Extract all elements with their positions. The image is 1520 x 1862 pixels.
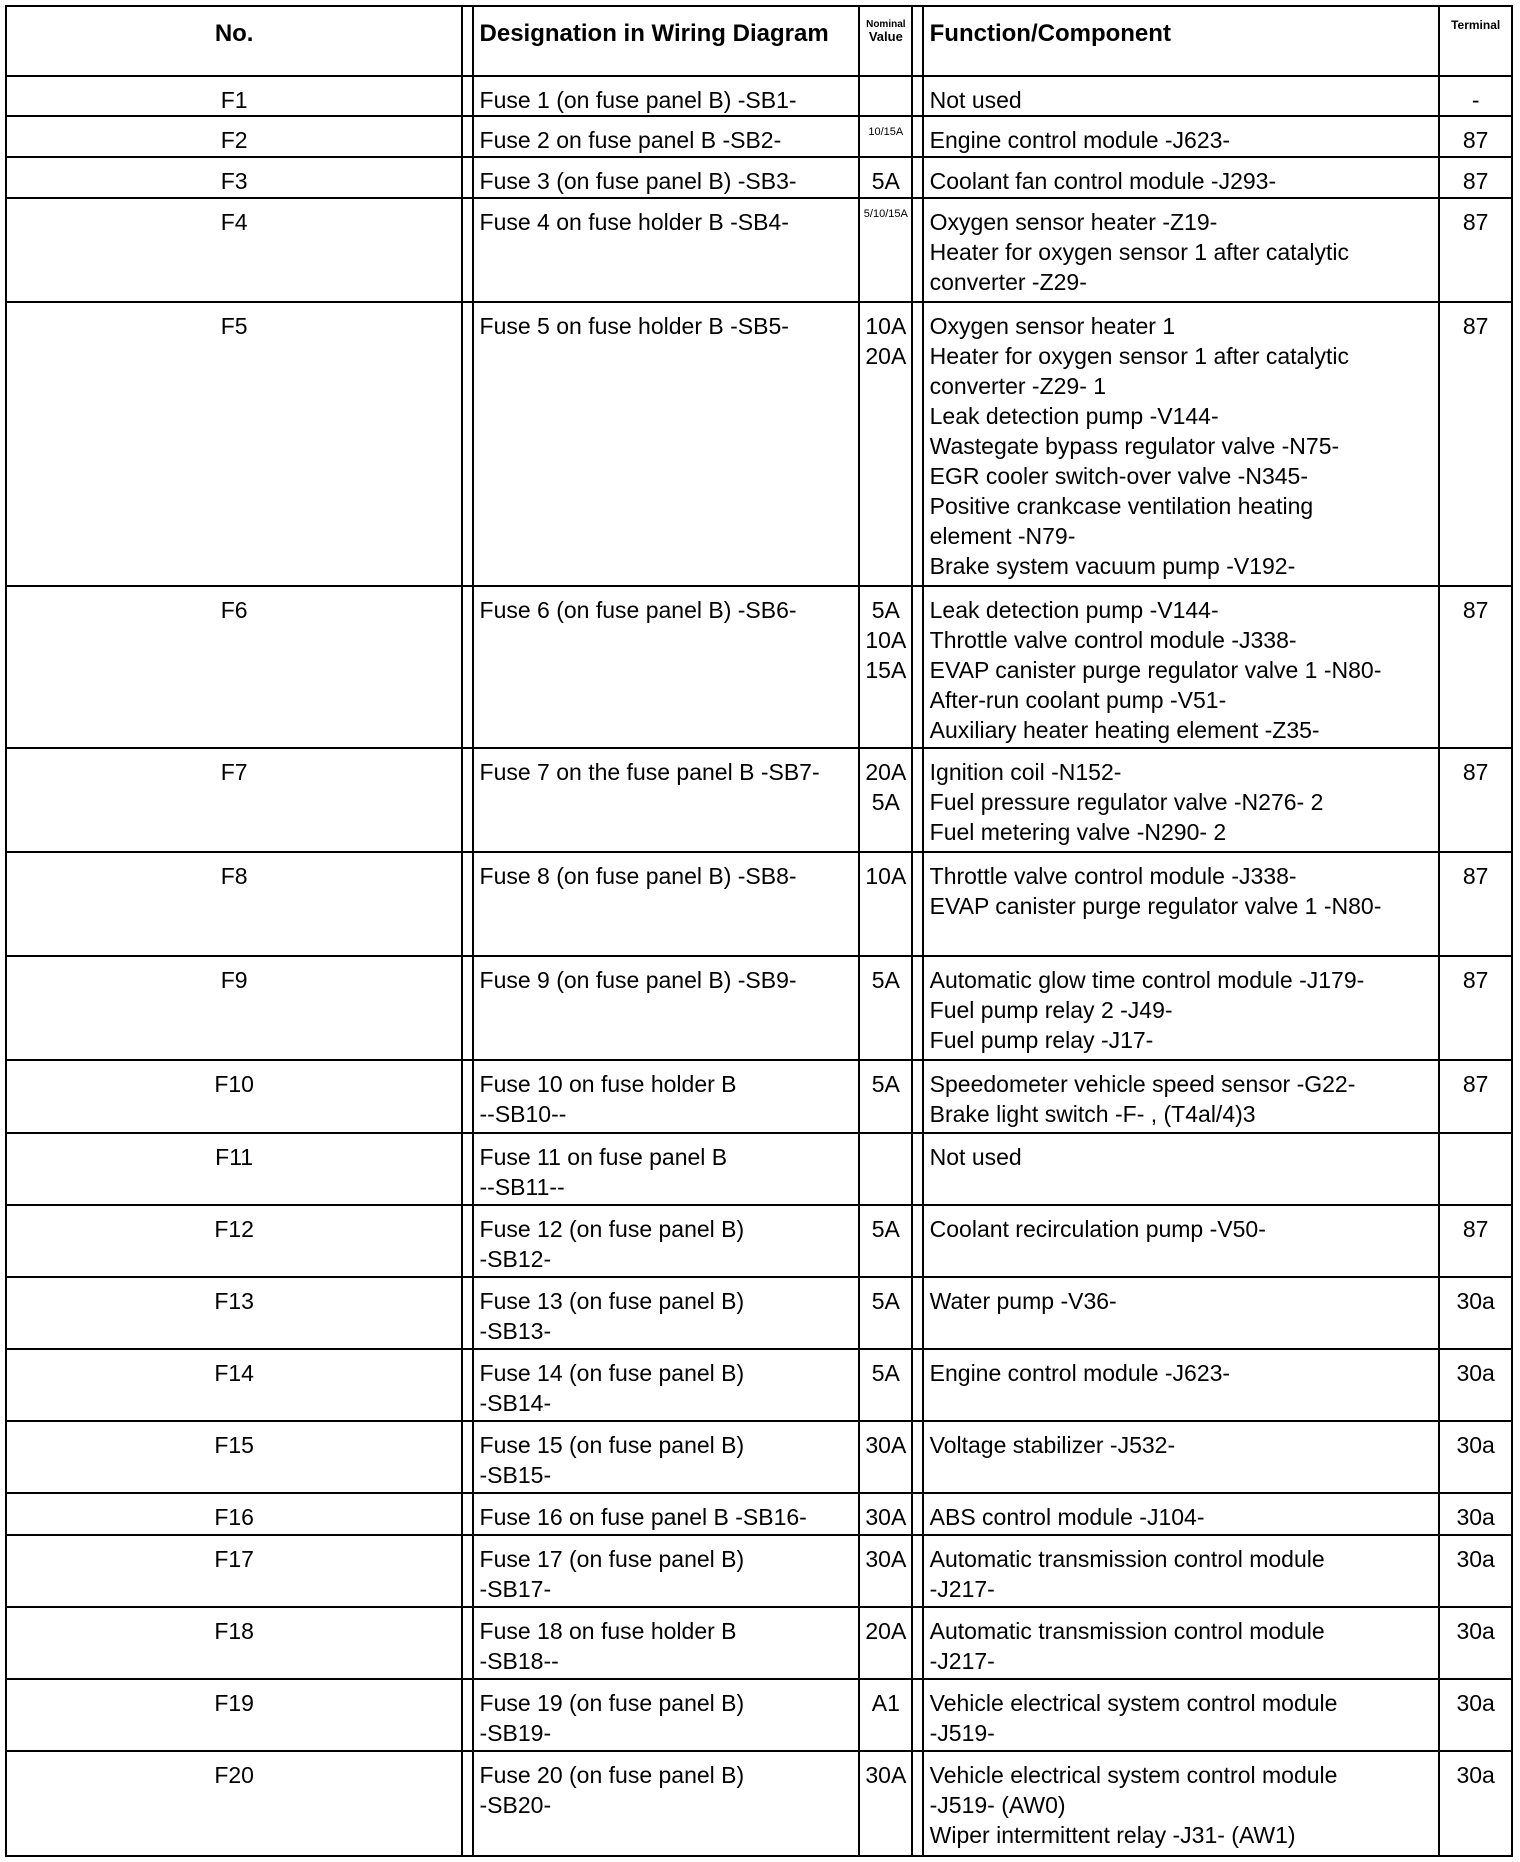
cell-value xyxy=(859,1535,912,1607)
cell-value xyxy=(859,1493,912,1535)
column-gap-1 xyxy=(462,1751,472,1856)
header-gap-2 xyxy=(912,6,922,76)
cell-designation xyxy=(473,76,860,116)
cell-designation-line: Fuse 5 on fuse holder B -SB5- xyxy=(479,313,789,340)
cell-designation xyxy=(473,1277,860,1349)
cell-function-line: Oxygen sensor heater -Z19- xyxy=(929,209,1218,236)
cell-designation xyxy=(473,1421,860,1493)
table-row xyxy=(6,198,1512,302)
cell-no: F5 xyxy=(6,302,462,586)
table-row xyxy=(6,956,1512,1060)
cell-designation-line: Fuse 6 (on fuse panel B) -SB6- xyxy=(479,597,797,624)
table-row xyxy=(6,1607,1512,1679)
cell-function-line: Brake system vacuum pump -V192- xyxy=(929,553,1296,580)
fuse-table xyxy=(5,5,1513,1857)
cell-value-line: 5/10/15A xyxy=(863,208,908,221)
cell-designation-line: -SB17- xyxy=(479,1575,552,1602)
cell-value-line: 20A xyxy=(865,759,907,786)
cell-designation xyxy=(473,956,860,1060)
table-row xyxy=(6,852,1512,956)
cell-value xyxy=(859,116,912,157)
table-row xyxy=(6,1535,1512,1607)
column-gap-1 xyxy=(462,956,472,1060)
cell-function-line: converter -Z29- 1 xyxy=(929,373,1107,400)
cell-function xyxy=(923,1421,1440,1493)
cell-value xyxy=(859,1607,912,1679)
column-gap-1 xyxy=(462,1493,472,1535)
cell-terminal: 87 xyxy=(1439,852,1512,956)
cell-designation xyxy=(473,116,860,157)
cell-designation xyxy=(473,157,860,198)
cell-no: F11 xyxy=(6,1133,462,1205)
cell-value xyxy=(859,586,912,748)
cell-function xyxy=(923,1060,1440,1132)
cell-no: F15 xyxy=(6,1421,462,1493)
cell-terminal: 87 xyxy=(1439,116,1512,157)
column-gap-2 xyxy=(912,1205,922,1277)
cell-designation xyxy=(473,852,860,956)
table-row xyxy=(6,302,1512,586)
cell-no: F6 xyxy=(6,586,462,748)
cell-value xyxy=(859,198,912,302)
cell-terminal: 30a xyxy=(1439,1493,1512,1535)
cell-designation-line: Fuse 4 on fuse holder B -SB4- xyxy=(479,209,789,236)
cell-function-line: Speedometer vehicle speed sensor -G22- xyxy=(929,1071,1356,1098)
cell-no: F20 xyxy=(6,1751,462,1856)
cell-function xyxy=(923,116,1440,157)
cell-designation-line: -SB12- xyxy=(479,1245,552,1272)
header-nominal-line2: Value xyxy=(868,29,903,44)
cell-terminal: 30a xyxy=(1439,1679,1512,1751)
cell-function-line: -J217- xyxy=(929,1647,995,1674)
cell-no: F1 xyxy=(6,76,462,116)
table-row xyxy=(6,748,1512,852)
column-gap-2 xyxy=(912,302,922,586)
cell-function xyxy=(923,1205,1440,1277)
column-gap-2 xyxy=(912,1349,922,1421)
cell-function-line: EVAP canister purge regulator valve 1 -N80- xyxy=(929,893,1382,920)
header-designation: Designation in Wiring Diagram xyxy=(473,6,860,76)
cell-terminal: 30a xyxy=(1439,1277,1512,1349)
cell-function-line: -J217- xyxy=(929,1575,995,1602)
header-function: Function/Component xyxy=(923,6,1440,76)
cell-terminal: 87 xyxy=(1439,157,1512,198)
cell-designation-line: Fuse 20 (on fuse panel B) xyxy=(479,1761,745,1788)
cell-function-line: Fuel metering valve -N290- 2 xyxy=(929,819,1227,846)
cell-designation xyxy=(473,1205,860,1277)
cell-function xyxy=(923,1535,1440,1607)
cell-function-line: EVAP canister purge regulator valve 1 -N80- xyxy=(929,657,1382,684)
cell-value xyxy=(859,1751,912,1856)
cell-value-line: 10A xyxy=(865,627,907,654)
cell-function xyxy=(923,1277,1440,1349)
cell-no: F2 xyxy=(6,116,462,157)
cell-no: F7 xyxy=(6,748,462,852)
cell-function-line: Heater for oxygen sensor 1 after catalytic xyxy=(929,343,1349,370)
header-nominal-line1: Nominal xyxy=(866,19,906,30)
column-gap-2 xyxy=(912,1751,922,1856)
cell-designation-line: Fuse 15 (on fuse panel B) xyxy=(479,1431,745,1458)
cell-designation xyxy=(473,1133,860,1205)
column-gap-1 xyxy=(462,1607,472,1679)
cell-designation-line: -SB19- xyxy=(479,1719,552,1746)
cell-function-line: Automatic transmission control module xyxy=(929,1617,1325,1644)
cell-function xyxy=(923,748,1440,852)
cell-function xyxy=(923,1607,1440,1679)
cell-terminal: 30a xyxy=(1439,1349,1512,1421)
cell-value xyxy=(859,1060,912,1132)
cell-value-line: 10A xyxy=(865,863,907,890)
cell-value-line: 20A xyxy=(865,1617,907,1644)
cell-function-line: EGR cooler switch-over valve -N345- xyxy=(929,463,1308,490)
cell-function-line: converter -Z29- xyxy=(929,269,1087,296)
cell-terminal xyxy=(1439,1133,1512,1205)
cell-function-line: Wastegate bypass regulator valve -N75- xyxy=(929,433,1340,460)
cell-function-line: Fuel pump relay 2 -J49- xyxy=(929,997,1173,1024)
cell-function-line: Engine control module -J623- xyxy=(929,1359,1231,1386)
cell-function-line: Leak detection pump -V144- xyxy=(929,597,1219,624)
column-gap-1 xyxy=(462,1133,472,1205)
cell-designation-line: -SB14- xyxy=(479,1389,552,1416)
cell-function xyxy=(923,198,1440,302)
column-gap-1 xyxy=(462,1277,472,1349)
cell-designation-line: --SB10-- xyxy=(479,1101,567,1128)
table-row xyxy=(6,1349,1512,1421)
cell-function-line: Water pump -V36- xyxy=(929,1287,1117,1314)
header-row xyxy=(6,6,1512,76)
cell-function-line: Wiper intermittent relay -J31- (AW1) xyxy=(929,1821,1296,1848)
cell-terminal: 87 xyxy=(1439,302,1512,586)
cell-no: F9 xyxy=(6,956,462,1060)
cell-terminal: 87 xyxy=(1439,748,1512,852)
column-gap-2 xyxy=(912,1607,922,1679)
cell-terminal: 87 xyxy=(1439,1205,1512,1277)
column-gap-2 xyxy=(912,198,922,302)
column-gap-2 xyxy=(912,586,922,748)
cell-function-line: After-run coolant pump -V51- xyxy=(929,687,1227,714)
cell-function-line: Automatic glow time control module -J179- xyxy=(929,967,1365,994)
cell-designation xyxy=(473,1493,860,1535)
cell-value-line: 5A xyxy=(871,1359,900,1386)
header-gap-1 xyxy=(462,6,472,76)
cell-function-line: -J519- (AW0) xyxy=(929,1791,1066,1818)
table-row xyxy=(6,1679,1512,1751)
column-gap-2 xyxy=(912,1535,922,1607)
table-row xyxy=(6,1277,1512,1349)
cell-value xyxy=(859,302,912,586)
cell-designation xyxy=(473,1535,860,1607)
cell-function-line: Ignition coil -N152- xyxy=(929,759,1122,786)
cell-function-line: Throttle valve control module -J338- xyxy=(929,863,1297,890)
table-row xyxy=(6,116,1512,157)
cell-value xyxy=(859,748,912,852)
cell-designation xyxy=(473,748,860,852)
cell-designation-line: Fuse 7 on the fuse panel B -SB7- xyxy=(479,759,820,786)
cell-designation xyxy=(473,1060,860,1132)
cell-value-line: 5A xyxy=(871,168,900,195)
cell-designation-line: Fuse 8 (on fuse panel B) -SB8- xyxy=(479,863,797,890)
cell-designation-line: Fuse 10 on fuse holder B xyxy=(479,1071,737,1098)
cell-designation-line: -SB20- xyxy=(479,1791,552,1818)
cell-designation-line: Fuse 13 (on fuse panel B) xyxy=(479,1287,745,1314)
cell-terminal: 87 xyxy=(1439,956,1512,1060)
cell-designation-line: Fuse 17 (on fuse panel B) xyxy=(479,1545,745,1572)
cell-function-line: Engine control module -J623- xyxy=(929,127,1231,154)
cell-terminal: 30a xyxy=(1439,1607,1512,1679)
cell-value xyxy=(859,157,912,198)
cell-no: F16 xyxy=(6,1493,462,1535)
cell-designation xyxy=(473,1349,860,1421)
cell-function-line: Positive crankcase ventilation heating xyxy=(929,493,1314,520)
column-gap-1 xyxy=(462,1349,472,1421)
cell-no: F19 xyxy=(6,1679,462,1751)
cell-value-line: 10A xyxy=(865,313,907,340)
header-no: No. xyxy=(6,6,462,76)
table-row xyxy=(6,1751,1512,1856)
cell-value-line: 5A xyxy=(871,967,900,994)
column-gap-1 xyxy=(462,76,472,116)
cell-value-line: 15A xyxy=(865,657,907,684)
cell-no: F17 xyxy=(6,1535,462,1607)
column-gap-1 xyxy=(462,302,472,586)
cell-designation-line: Fuse 11 on fuse panel B xyxy=(479,1143,728,1170)
cell-designation xyxy=(473,586,860,748)
cell-value xyxy=(859,76,912,116)
cell-designation xyxy=(473,198,860,302)
cell-terminal: 30a xyxy=(1439,1535,1512,1607)
cell-function-line: Voltage stabilizer -J532- xyxy=(929,1431,1176,1458)
cell-value-line: 5A xyxy=(871,1287,900,1314)
cell-terminal: 87 xyxy=(1439,198,1512,302)
column-gap-1 xyxy=(462,748,472,852)
cell-value-line: 5A xyxy=(871,597,900,624)
column-gap-1 xyxy=(462,1205,472,1277)
cell-no: F8 xyxy=(6,852,462,956)
cell-function-line: ABS control module -J104- xyxy=(929,1503,1205,1530)
cell-no: F12 xyxy=(6,1205,462,1277)
column-gap-1 xyxy=(462,198,472,302)
cell-designation-line: Fuse 2 on fuse panel B -SB2- xyxy=(479,127,782,154)
cell-designation xyxy=(473,1679,860,1751)
cell-function xyxy=(923,1493,1440,1535)
column-gap-1 xyxy=(462,157,472,198)
cell-function xyxy=(923,76,1440,116)
cell-function xyxy=(923,852,1440,956)
table-row xyxy=(6,586,1512,748)
column-gap-2 xyxy=(912,748,922,852)
cell-designation-line: -SB15- xyxy=(479,1461,552,1488)
cell-function xyxy=(923,1133,1440,1205)
table-row xyxy=(6,1421,1512,1493)
cell-function-line: Vehicle electrical system control module xyxy=(929,1689,1338,1716)
cell-designation-line: Fuse 9 (on fuse panel B) -SB9- xyxy=(479,967,797,994)
cell-value-line: 10/15A xyxy=(868,126,904,139)
cell-terminal: 30a xyxy=(1439,1751,1512,1856)
cell-function-line: Not used xyxy=(929,87,1022,113)
cell-designation xyxy=(473,1751,860,1856)
cell-function-line: Brake light switch -F- , (T4al/4)3 xyxy=(929,1101,1256,1128)
column-gap-2 xyxy=(912,1277,922,1349)
column-gap-2 xyxy=(912,116,922,157)
cell-designation-line: -SB13- xyxy=(479,1317,552,1344)
table-row xyxy=(6,1205,1512,1277)
cell-no: F18 xyxy=(6,1607,462,1679)
cell-designation-line: Fuse 12 (on fuse panel B) xyxy=(479,1215,745,1242)
table-row xyxy=(6,1133,1512,1205)
cell-terminal: 87 xyxy=(1439,586,1512,748)
cell-value xyxy=(859,1679,912,1751)
cell-function-line: Auxiliary heater heating element -Z35- xyxy=(929,717,1320,744)
table-row xyxy=(6,157,1512,198)
column-gap-2 xyxy=(912,956,922,1060)
cell-value-line: 5A xyxy=(871,1071,900,1098)
cell-function xyxy=(923,586,1440,748)
cell-no: F4 xyxy=(6,198,462,302)
cell-value-line: 5A xyxy=(871,789,900,816)
cell-value xyxy=(859,1349,912,1421)
cell-function-line: Not used xyxy=(929,1143,1022,1170)
column-gap-2 xyxy=(912,1493,922,1535)
cell-function xyxy=(923,1679,1440,1751)
cell-value xyxy=(859,1133,912,1205)
column-gap-2 xyxy=(912,157,922,198)
cell-value-line: 30A xyxy=(865,1431,907,1458)
cell-designation-line: --SB11-- xyxy=(479,1173,565,1200)
cell-value xyxy=(859,1205,912,1277)
column-gap-2 xyxy=(912,1679,922,1751)
column-gap-2 xyxy=(912,1133,922,1205)
cell-designation-line: Fuse 18 on fuse holder B xyxy=(479,1617,737,1644)
cell-designation-line: Fuse 16 on fuse panel B -SB16- xyxy=(479,1503,807,1530)
cell-value-line: 30A xyxy=(865,1545,907,1572)
cell-function-line: element -N79- xyxy=(929,523,1076,550)
cell-designation xyxy=(473,302,860,586)
cell-function-line: -J519- xyxy=(929,1719,995,1746)
table-row xyxy=(6,1493,1512,1535)
cell-function xyxy=(923,1751,1440,1856)
cell-function xyxy=(923,157,1440,198)
cell-function-line: Oxygen sensor heater 1 xyxy=(929,313,1176,340)
cell-designation xyxy=(473,1607,860,1679)
cell-value xyxy=(859,956,912,1060)
cell-function-line: Automatic transmission control module xyxy=(929,1545,1325,1572)
cell-value xyxy=(859,852,912,956)
column-gap-1 xyxy=(462,586,472,748)
column-gap-1 xyxy=(462,1535,472,1607)
cell-no: F14 xyxy=(6,1349,462,1421)
table-row xyxy=(6,1060,1512,1132)
cell-no: F10 xyxy=(6,1060,462,1132)
cell-designation-line: Fuse 14 (on fuse panel B) xyxy=(479,1359,745,1386)
cell-function-line: Coolant recirculation pump -V50- xyxy=(929,1215,1266,1242)
column-gap-1 xyxy=(462,116,472,157)
column-gap-2 xyxy=(912,852,922,956)
header-terminal: Terminal xyxy=(1439,6,1512,76)
cell-function xyxy=(923,302,1440,586)
cell-function-line: Heater for oxygen sensor 1 after catalytic xyxy=(929,239,1349,266)
cell-no: F3 xyxy=(6,157,462,198)
cell-value-line: 30A xyxy=(865,1761,907,1788)
cell-designation-line: Fuse 19 (on fuse panel B) xyxy=(479,1689,745,1716)
cell-function xyxy=(923,956,1440,1060)
cell-function-line: Coolant fan control module -J293- xyxy=(929,168,1277,195)
cell-function-line: Fuel pump relay -J17- xyxy=(929,1027,1154,1054)
cell-terminal: 30a xyxy=(1439,1421,1512,1493)
cell-designation-line: -SB18-- xyxy=(479,1647,559,1674)
column-gap-2 xyxy=(912,1421,922,1493)
cell-designation-line: Fuse 1 (on fuse panel B) -SB1- xyxy=(479,87,797,113)
column-gap-2 xyxy=(912,76,922,116)
column-gap-1 xyxy=(462,1421,472,1493)
cell-function-line: Fuel pressure regulator valve -N276- 2 xyxy=(929,789,1324,816)
header-nominal-value xyxy=(859,6,912,76)
cell-function-line: Leak detection pump -V144- xyxy=(929,403,1219,430)
cell-terminal: - xyxy=(1439,76,1512,116)
column-gap-2 xyxy=(912,1060,922,1132)
column-gap-1 xyxy=(462,1060,472,1132)
table-row xyxy=(6,76,1512,116)
fuse-table-body xyxy=(6,76,1512,1856)
cell-no: F13 xyxy=(6,1277,462,1349)
cell-value-line: 5A xyxy=(871,1215,900,1242)
cell-function-line: Throttle valve control module -J338- xyxy=(929,627,1297,654)
column-gap-1 xyxy=(462,1679,472,1751)
cell-value xyxy=(859,1277,912,1349)
cell-function-line: Vehicle electrical system control module xyxy=(929,1761,1338,1788)
column-gap-1 xyxy=(462,852,472,956)
cell-value-line: 20A xyxy=(865,343,907,370)
cell-value-line: A1 xyxy=(871,1689,900,1716)
cell-value-line: 30A xyxy=(865,1503,907,1530)
cell-designation-line: Fuse 3 (on fuse panel B) -SB3- xyxy=(479,168,797,195)
cell-value xyxy=(859,1421,912,1493)
cell-terminal: 87 xyxy=(1439,1060,1512,1132)
cell-function xyxy=(923,1349,1440,1421)
